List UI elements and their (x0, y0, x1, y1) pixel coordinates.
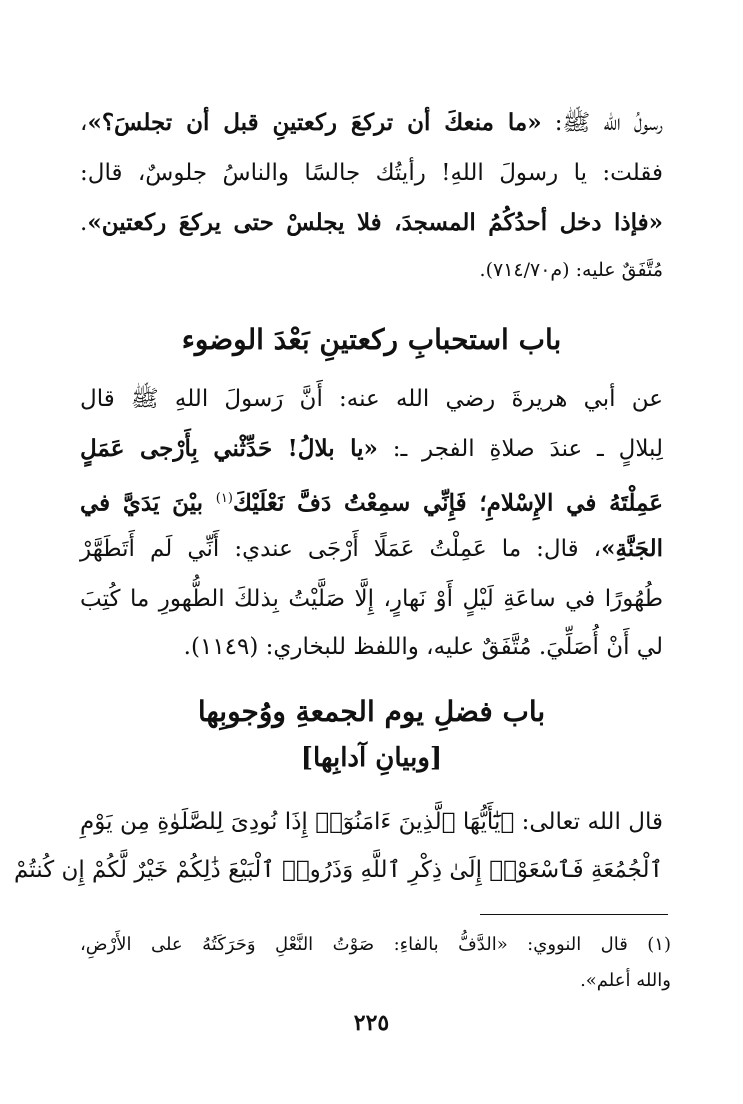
source-reference: مُتَّفَقٌ عليه: (م٧١٤/٧٠). (479, 259, 663, 281)
text-line (80, 206, 663, 240)
text-segment: ، قال: ما عَمِلْتُ عَمَلًا أَرْجَى عندي: أَنِّي لَم أَتَطَهَّرْ (80, 536, 602, 562)
page-number: ٢٢٥ (353, 1010, 390, 1036)
hadith-quote: عَمِلْتَهُ في الإِسْلامِ؛ فَإِنِّي سمِعْتُ دَفَّ نَعْلَيْكَ (232, 489, 664, 517)
footnote: والله أعلم». (580, 970, 671, 991)
hadith-quote: «يا بلالُ! حَدِّثْني بِأَرْجى عَمَلٍ (80, 435, 378, 462)
chapter-heading: باب فضلِ يوم الجمعةِ ووُجوبِها (197, 695, 546, 728)
text-segment: قال الله تعالى: (514, 809, 663, 835)
hadith-quote: «فإذا دخل أحدُكُمُ المسجدَ، فلا يجلسْ حتى يركعَ ركعتين» (87, 209, 663, 236)
hadith-quote: «ما منعكَ أن تركعَ ركعتينِ قبل أن تجلسَ؟» (87, 109, 542, 136)
text-segment: لِبلالٍ ـ عندَ صلاةِ الفجر ـ: (377, 436, 663, 462)
text-line (80, 532, 663, 566)
text-line (80, 482, 663, 521)
text-line: عن أبي هريرةَ رضي الله عنه: أَنَّ رَسولَ اللهِ ﷺ قال (80, 386, 663, 412)
text-line (80, 805, 663, 839)
hadith-quote: الجَنَّةِ» (601, 535, 663, 562)
quran-verse: ﴿يَٰٓأَيُّهَا ٱلَّذِينَ ءَامَنُوٓا۟ إِذَا نُودِىَ لِلصَّلَوٰةِ مِن يَوْمِ (80, 809, 515, 835)
footnote: (١) قال النووي: «الدَّفُّ بالفاءِ: صَوْتُ النَّعْلِ وَحَرَكَتُهُ على الأَرْضِ، (80, 934, 671, 955)
text-line: فقلت: يا رسولَ اللهِ! رأيتُك جالسًا والناسُ جلوسٌ، قال: (80, 160, 663, 186)
text-line (80, 106, 663, 140)
footnote-divider (480, 914, 668, 915)
chapter-subheading: [وبيانِ آدابِها] (300, 743, 443, 773)
punctuation: . (80, 210, 88, 236)
source-reference: لي أَنْ أُصَلِّيَ. مُتَّفَقٌ عليه، واللفظ للبخاري: (١١٤٩). (183, 634, 663, 660)
footnote-marker: (١) (215, 491, 233, 506)
quran-verse: ٱلْجُمُعَةِ فَٱسْعَوْا۟ إِلَىٰ ذِكْرِ ٱللَّهِ وَذَرُوا۟ ٱلْبَيْعَ ذَٰلِكُمْ خَيْرٌ لَّكُمْ إِن كُنتُمْ (14, 857, 663, 883)
punctuation: ، (80, 110, 88, 136)
text-segment: رسولُ الله ﷺ: (541, 110, 663, 136)
text-line (80, 432, 663, 466)
hadith-quote: بيْنَ يَدَيَّ في (80, 489, 216, 517)
chapter-heading: باب استحبابِ ركعتينِ بَعْدَ الوضوء (181, 323, 562, 356)
text-line: طُهُورًا في ساعَةِ لَيْلٍ أَوْ نَهارٍ، إِلَّا صَلَّيْتُ بِذلكَ الطُّهورِ ما كُتِبَ (80, 586, 663, 612)
